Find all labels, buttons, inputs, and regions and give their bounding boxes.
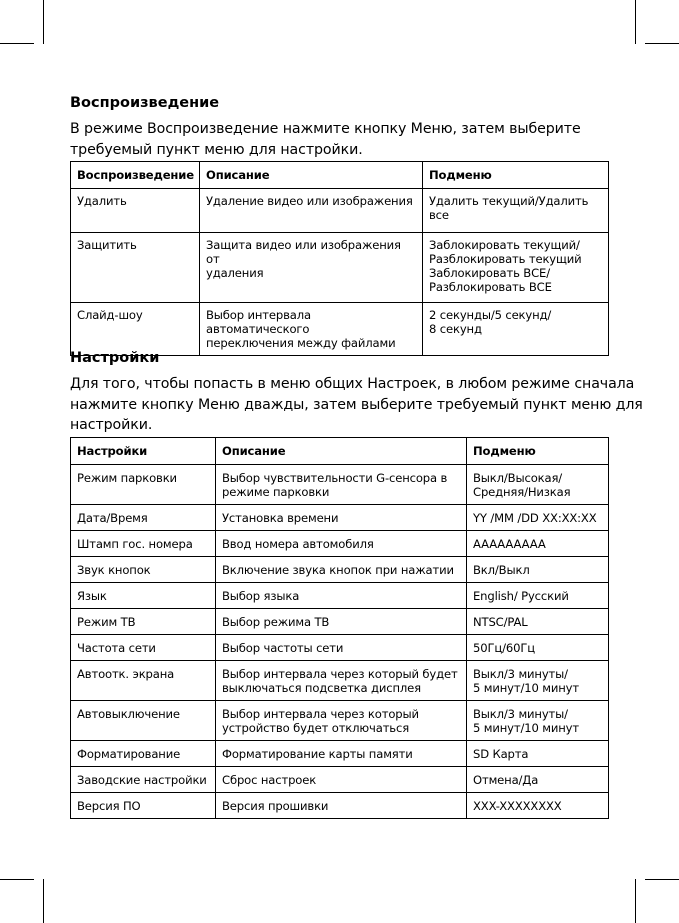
table-cell: YY /MM /DD XX:XX:XX xyxy=(467,505,609,531)
table-header-row xyxy=(71,162,609,189)
table-cell: Язык xyxy=(71,583,216,609)
table-row xyxy=(71,531,609,557)
playback-intro-line: В режиме Воспроизведение нажмите кнопку Меню, затем выберите xyxy=(70,121,581,137)
table-cell: Штамп гос. номера xyxy=(71,531,216,557)
table-row xyxy=(71,557,609,583)
column-header: Подменю xyxy=(467,438,609,465)
table-cell: Удалить xyxy=(71,189,200,233)
table-cell: SD Карта xyxy=(467,741,609,767)
table-cell: Выбор чувствительности G-сенсора в режиме парковки xyxy=(216,465,467,505)
table-cell: Вкл/Выкл xyxy=(467,557,609,583)
table-row xyxy=(71,583,609,609)
table-cell: Режим парковки xyxy=(71,465,216,505)
crop-mark xyxy=(635,879,636,923)
settings-intro-line: настройки. xyxy=(70,417,153,433)
crop-mark xyxy=(645,879,679,880)
table-row xyxy=(71,465,609,505)
table-cell: XXX-XXXXXXXX xyxy=(467,793,609,819)
table-cell: Автоотк. экрана xyxy=(71,661,216,701)
table-cell: Включение звука кнопок при нажатии xyxy=(216,557,467,583)
table-header-row xyxy=(71,438,609,465)
table-cell: AAAAAAAAA xyxy=(467,531,609,557)
table-cell: Выбор языка xyxy=(216,583,467,609)
table-cell: Защита видео или изображения от удаления xyxy=(200,233,423,303)
column-header: Описание xyxy=(200,162,423,189)
crop-mark xyxy=(645,43,679,44)
table-cell: Сброс настроек xyxy=(216,767,467,793)
crop-mark xyxy=(43,0,44,44)
table-cell: Выбор режима ТВ xyxy=(216,609,467,635)
table-cell: Версия ПО xyxy=(71,793,216,819)
table-cell: Удаление видео или изображения xyxy=(200,189,423,233)
table-cell: Слайд-шоу xyxy=(71,303,200,356)
table-row xyxy=(71,233,609,303)
table-cell: Выкл/Высокая/ Средняя/Низкая xyxy=(467,465,609,505)
table-cell: Частота сети xyxy=(71,635,216,661)
table-cell: Версия прошивки xyxy=(216,793,467,819)
table-cell: 2 секунды/5 секунд/ 8 секунд xyxy=(423,303,609,356)
table-cell: Выбор интервала через который будет выключаться подсветка дисплея xyxy=(216,661,467,701)
table-cell: English/ Русский xyxy=(467,583,609,609)
playback-intro-line: требуемый пункт меню для настройки. xyxy=(70,141,363,158)
table-cell: Удалить текущий/Удалить все xyxy=(423,189,609,233)
settings-heading: Настройки xyxy=(70,350,160,366)
table-row xyxy=(71,303,609,356)
table-cell: 50Гц/60Гц xyxy=(467,635,609,661)
playback-table xyxy=(70,161,609,356)
table-cell: Дата/Время xyxy=(71,505,216,531)
table-row xyxy=(71,189,609,233)
table-cell: Заводские настройки xyxy=(71,767,216,793)
settings-intro-line: Для того, чтобы попасть в меню общих Настроек, в любом режиме сначала xyxy=(70,376,635,392)
table-cell: Отмена/Да xyxy=(467,767,609,793)
table-row xyxy=(71,741,609,767)
playback-intro xyxy=(70,119,581,160)
table-row xyxy=(71,793,609,819)
table-cell: Режим ТВ xyxy=(71,609,216,635)
table-cell: Звук кнопок xyxy=(71,557,216,583)
table-row xyxy=(71,701,609,741)
table-cell: Форматирование xyxy=(71,741,216,767)
table-row xyxy=(71,505,609,531)
crop-mark xyxy=(635,0,636,44)
table-cell: Заблокировать текущий/ Разблокировать текущий Заблокировать ВСЕ/ Разблокировать ВСЕ xyxy=(423,233,609,303)
column-header: Подменю xyxy=(423,162,609,189)
crop-mark xyxy=(0,879,34,880)
column-header: Настройки xyxy=(71,438,216,465)
table-cell: Выбор интервала через который устройство будет отключаться xyxy=(216,701,467,741)
table-row xyxy=(71,635,609,661)
table-cell: Автовыключение xyxy=(71,701,216,741)
table-cell: NTSC/PAL xyxy=(467,609,609,635)
column-header: Описание xyxy=(216,438,467,465)
column-header: Воспроизведение xyxy=(71,162,200,189)
table-cell: Выбор частоты сети xyxy=(216,635,467,661)
table-cell: Выбор интервала автоматического переключения между файлами xyxy=(200,303,423,356)
table-cell: Форматирование карты памяти xyxy=(216,741,467,767)
settings-intro-line: нажмите кнопку Меню дважды, затем выберите требуемый пункт меню для xyxy=(70,396,643,413)
table-row xyxy=(71,609,609,635)
crop-mark xyxy=(43,879,44,923)
settings-table xyxy=(70,437,609,819)
playback-heading: Воспроизведение xyxy=(70,95,220,111)
table-cell: Установка времени xyxy=(216,505,467,531)
table-cell: Ввод номера автомобиля xyxy=(216,531,467,557)
table-cell: Выкл/3 минуты/ 5 минут/10 минут xyxy=(467,661,609,701)
settings-intro xyxy=(70,374,643,436)
crop-mark xyxy=(0,43,34,44)
table-cell: Защитить xyxy=(71,233,200,303)
table-cell: Выкл/3 минуты/ 5 минут/10 минут xyxy=(467,701,609,741)
table-row xyxy=(71,661,609,701)
table-row xyxy=(71,767,609,793)
